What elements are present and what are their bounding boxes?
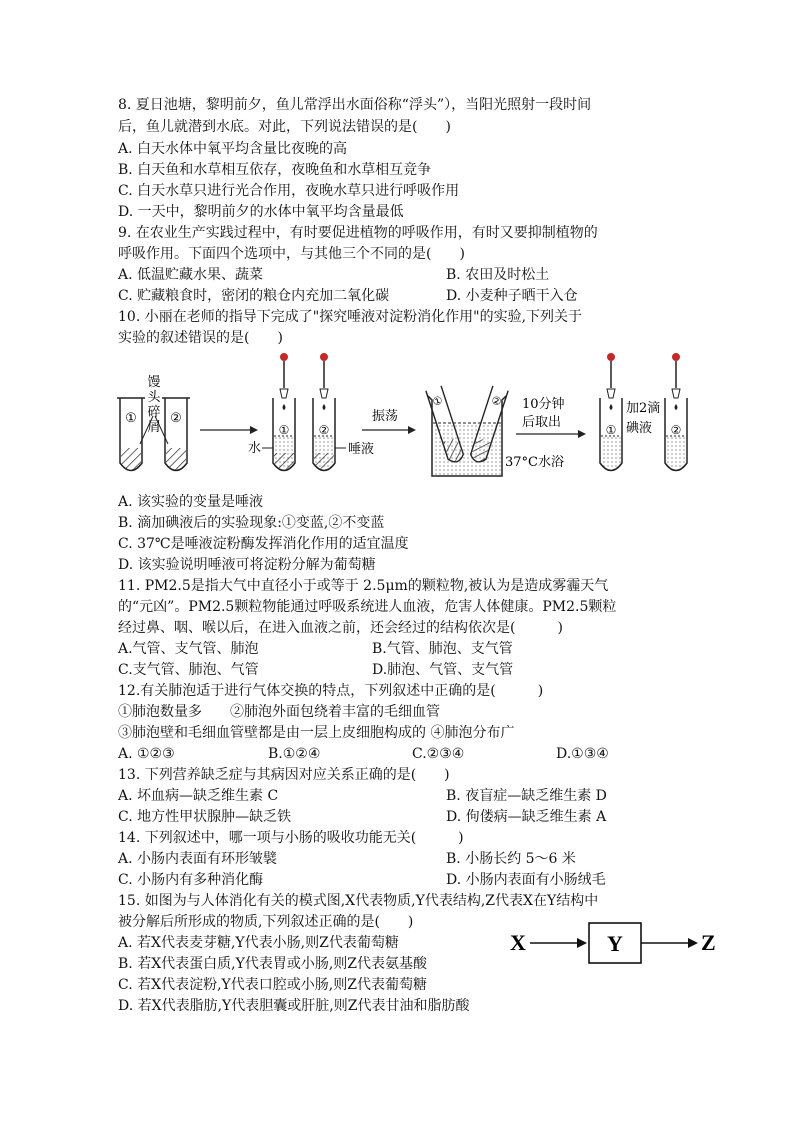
q9-stem-line1: 9. 在农业生产实践过程中，有时要促进植物的呼吸作用，有时又要抑制植物的 [118, 225, 598, 241]
experiment-figure [110, 348, 690, 488]
q15-option-a: A. 若X代表麦芽糖,Y代表小肠,则Z代表葡萄糖 [118, 935, 399, 951]
q12-option-a: A. ①②③ [118, 746, 175, 762]
q12-option-d: D.①③④ [556, 746, 609, 762]
q8-option-c: C. 白天水草只进行光合作用，夜晚水草只进行呼吸作用 [118, 183, 460, 199]
tube1-label: ① [125, 411, 137, 426]
q9-option-a: A. 低温贮藏水果、蔬菜 [118, 267, 264, 283]
q9-option-b: B. 农田及时松土 [446, 267, 550, 283]
q12-option-c: C.②③④ [412, 746, 465, 762]
q9-option-d: D. 小麦种子晒干入仓 [446, 288, 578, 304]
stage4-tube1-label: ① [605, 423, 617, 437]
shake-label: 振荡 [372, 409, 399, 424]
bath-tube2-label: ② [489, 393, 504, 409]
q11-stem-line1: 11. PM2.5是指大气中直径小于或等于 2.5μm的颗粒物,被认为是造成雾霾天气 [118, 578, 609, 594]
x-label: X [510, 930, 526, 955]
arrow-2-head [408, 426, 416, 434]
q11-option-b: B.气管、肺泡、支气管 [372, 641, 513, 657]
stage2-tube2-label: ② [318, 423, 330, 437]
q11-stem-line2: 的“元凶”。PM2.5颗粒物能通过呼吸系统进人血液，危害人体健康。PM2.5颗粒 [118, 599, 617, 615]
z-label: Z [701, 930, 716, 955]
xyz-diagram-svg [505, 918, 735, 968]
q9-stem-line2: 呼吸作用。下面四个选项中，与其他三个不同的是( ) [118, 246, 465, 262]
q9-option-c: C. 贮藏粮食时，密闭的粮仓内充加二氧化碳 [118, 288, 390, 304]
x-to-y-arrow-head [577, 938, 587, 948]
q11-option-c: C.支气管、肺泡、气管 [118, 662, 259, 678]
stage4-tube2-label: ② [670, 423, 682, 437]
saliva-label: 唾液 [348, 442, 375, 457]
q13-option-c: C. 地方性甲状腺肿—缺乏铁 [118, 809, 292, 825]
q10-stem-line1: 10. 小丽在老师的指导下完成了"探究唾液对淀粉消化作用"的实验,下列关于 [118, 309, 583, 325]
time-label-1: 10分钟 [522, 397, 565, 412]
arrow-3-head [578, 430, 586, 438]
q10-option-d: D. 该实验说明唾液可将淀粉分解为葡萄糖 [118, 557, 376, 573]
q13-option-a: A. 坏血病—缺乏维生素 C [118, 788, 279, 804]
q10-option-c: C. 37℃是唾液淀粉酶发挥消化作用的适宜温度 [118, 536, 409, 552]
q14-option-c: C. 小肠内有多种消化酶 [118, 872, 264, 888]
q11-option-a: A.气管、支气管、肺泡 [118, 641, 259, 657]
mantou-char-4: 屑 [147, 420, 161, 435]
mantou-char-2: 头 [147, 390, 161, 405]
bath-tube1-label: ① [430, 393, 445, 409]
stage2-tubes [248, 353, 374, 471]
q15-option-d: D. 若X代表脂肪,Y代表胆囊或肝脏,则Z代表甘油和脂肪酸 [118, 998, 470, 1014]
q10-option-b: B. 滴加碘液后的实验现象:①变蓝,②不变蓝 [118, 515, 385, 531]
mantou-char-1: 馒 [147, 375, 161, 390]
q15-stem-line2: 被分解后所形成的物质,下列叙述正确的是( ) [118, 914, 414, 930]
xyz-diagram [505, 918, 735, 968]
q12-statements-2: ③肺泡壁和毛细血管壁都是由一层上皮细胞构成的 ④肺泡分布广 [118, 725, 515, 741]
q15-option-b: B. 若X代表蛋白质,Y代表胃或小肠,则Z代表氨基酸 [118, 956, 428, 972]
time-label-2: 后取出 [522, 415, 562, 430]
q8-stem-line1: 8. 夏日池塘，黎明前夕，鱼儿常浮出水面俗称“浮头”），当阳光照射一段时间 [118, 97, 592, 113]
q8-stem-line2: 后，鱼儿就潜到水底。对此，下列说法错误的是( ) [118, 119, 451, 135]
q14-option-a: A. 小肠内表面有环形皱襞 [118, 851, 278, 867]
iodine-label-1: 加2滴 [626, 401, 661, 416]
y-to-z-arrow-head [688, 938, 698, 948]
q12-statements-1: ①肺泡数量多 ②肺泡外面包绕着丰富的毛细血管 [118, 704, 440, 720]
q8-option-a: A. 白天水体中氧平均含量比夜晚的高 [118, 141, 348, 157]
q8-option-d: D. 一天中，黎明前夕的水体中氧平均含量最低 [118, 204, 404, 220]
q15-option-c: C. 若X代表淀粉,Y代表口腔或小肠,则Z代表葡萄糖 [118, 977, 427, 993]
q13-option-d: D. 佝偻病—缺乏维生素 A [446, 809, 607, 825]
stage1-tubes [117, 374, 190, 471]
q8-option-b: B. 白天鱼和水草相互依存，夜晚鱼和水草相互竞争 [118, 162, 432, 178]
stage2-tube1-label: ① [278, 423, 290, 437]
q14-option-d: D. 小肠内表面有小肠绒毛 [446, 872, 606, 888]
q14-option-b: B. 小肠长约 5～6 米 [446, 851, 576, 867]
tube2-label: ② [170, 411, 182, 426]
stage4-tubes [600, 353, 687, 471]
mantou-char-3: 碎 [147, 405, 161, 420]
q13-stem: 13. 下列营养缺乏症与其病因对应关系正确的是( ) [118, 767, 450, 783]
q12-stem: 12.有关肺泡适于进行气体交换的特点，下列叙述中正确的是( ) [118, 683, 544, 699]
q11-option-d: D.肺泡、气管、支气管 [372, 662, 514, 678]
y-label: Y [607, 931, 623, 956]
iodine-label-2: 碘液 [626, 421, 653, 436]
q15-stem-line1: 15. 如图为与人体消化有关的模式图,X代表物质,Y代表结构,Z代表X在Y结构中 [118, 893, 599, 909]
q14-stem: 14. 下列叙述中，哪一项与小肠的吸收功能无关( ) [118, 830, 464, 846]
arrow-1-head [250, 426, 258, 434]
q12-option-b: B.①②④ [268, 746, 321, 762]
water-bath [426, 386, 508, 476]
q10-option-a: A. 该实验的变量是唾液 [118, 494, 264, 510]
q10-stem-line2: 实验的叙述错误的是( ) [118, 330, 283, 346]
water-bath-label: 37°C水浴 [505, 455, 564, 470]
experiment-figure-svg [110, 348, 690, 488]
water-label: 水 [248, 441, 262, 456]
q13-option-b: B. 夜盲症—缺乏维生素 D [446, 788, 607, 804]
q11-stem-line3: 经过鼻、咽、喉以后，在进入血液之前，还会经过的结构依次是( ) [118, 620, 563, 636]
